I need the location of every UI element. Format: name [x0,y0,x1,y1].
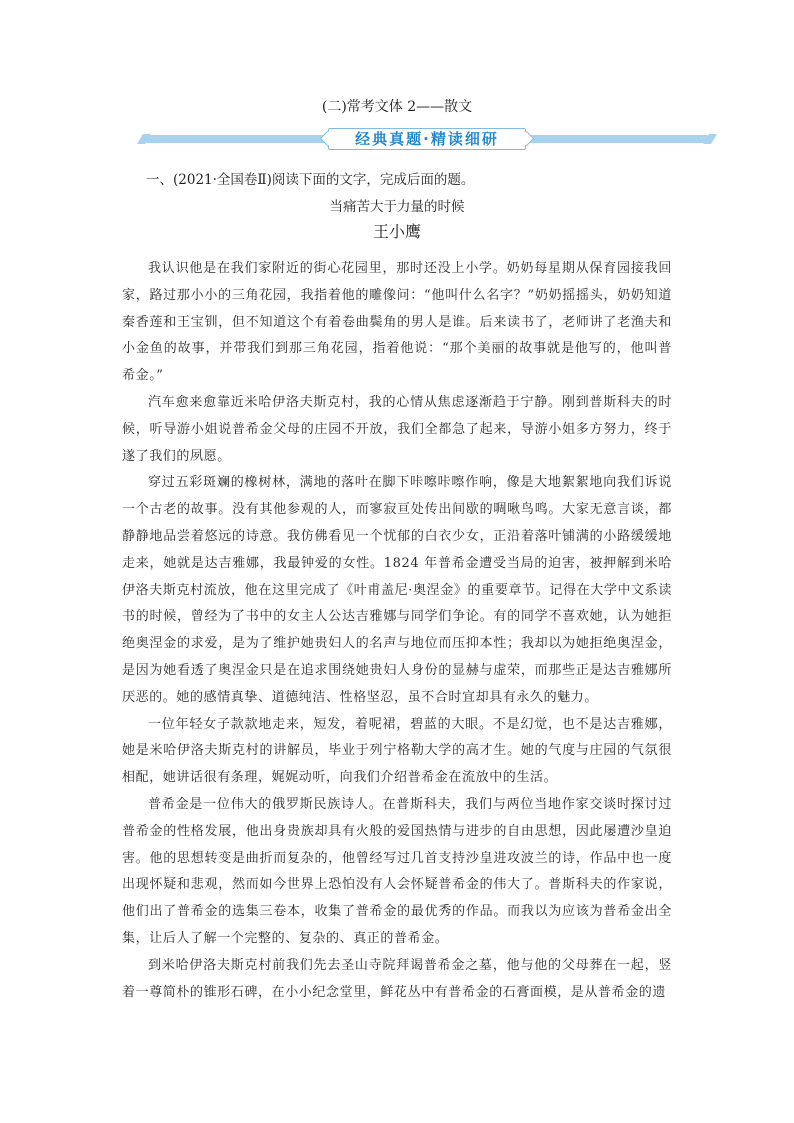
question-prompt: 一、(2021·全国卷Ⅱ)阅读下面的文字，完成后面的题。 [146,172,475,188]
banner-label: 经典真题·精读细研 [355,130,499,148]
paragraph-4: 一位年轻女子款款地走来，短发，着呢裙，碧蓝的大眼。不是幻觉，也不是达吉雅娜，她是米哈伊洛夫斯克村的讲解员，毕业于列宁格勒大学的高才生。她的气度与庄园的气氛很相配，她讲话很有条理，娓娓动听，向我们介绍普希金在流放中的生活。 [122,716,672,786]
paragraph-6: 到米哈伊洛夫斯克村前我们先去圣山寺院拜谒普希金之墓，他与他的父母葬在一起，竖着一尊简朴的锥形石碑，在小小纪念堂里，鲜花丛中有普希金的石膏面模，是从普希金的遗 [122,957,672,1000]
paragraph-1: 我认识他是在我们家附近的街心花园里，那时还没上小学。奶奶每星期从保育园接我回家，路过那小小的三角花园，我指着他的雕像问：“他叫什么名字？”奶奶摇摇头，奶奶知道秦香莲和王宝钏，但不知道这个有着卷曲鬓角的男人是谁。后来读书了，老师讲了老渔夫和小金鱼的故事，并带我们到那三角花园，指着他说：“那个美丽的故事就是他写的，他叫普希金。” [122,261,672,384]
article-author: 王小鹰 [372,222,421,241]
paragraph-3: 穿过五彩斑斓的橡树林，满地的落叶在脚下咔嚓咔嚓作响，像是大地絮絮地向我们诉说一个古老的故事。没有其他参观的人，而寥寂亘处传出间歇的啁啾鸟鸣。大家无意言谈，都静静地品尝着悠远的诗意。我仿佛看见一个忧郁的白衣少女，正沿着落叶铺满的小路缓缓地走来，她就是达吉雅娜，我最钟爱的女性。1824 年普希金遭受当局的迫害，被押解到米哈伊洛夫斯克村流放，他在这里完成了《叶甫盖尼·奥涅金》的重要章节。记得在大学中文系读书的时候，曾经为了书中的女主人公达吉雅娜与同学们争论。有的同学不喜欢她，认为她拒绝奥涅金的求爱，是为了维护她贵妇人的名声与地位而压抑本性；我却以为她拒绝奥涅金，是因为她看透了奥涅金只是在追求围绕她贵妇人身份的显赫与虚荣，而那些正是达吉雅娜所厌恶的。她的感情真挚、道德纯洁、性格坚忍，虽不合时宜却具有永久的魅力。 [122,475,672,705]
article-body [122,256,672,1006]
section-title: (二)常考文体 2——散文 [321,99,473,115]
section-banner [146,128,708,150]
banner-label-box [328,128,526,150]
article-title: 当痛苦大于力量的时候 [329,199,465,215]
paragraph-5: 普希金是一位伟大的俄罗斯民族诗人。在普斯科夫，我们与两位当地作家交谈时探讨过普希金的性格发展，他出身贵族却具有火般的爱国热情与进步的自由思想，因此屡遭沙皇迫害。他的思想转变是曲折而复杂的，他曾经写过几首支持沙皇进攻波兰的诗，作品中也一度出现怀疑和悲观，然而如今世界上恐怕没有人会怀疑普希金的伟大了。普斯科夫的作家说，他们出了普希金的选集三卷本，收集了普希金的最优秀的作品。而我以为应该为普希金出全集，让后人了解一个完整的、复杂的、真正的普希金。 [122,796,672,946]
paragraph-2: 汽车愈来愈靠近米哈伊洛夫斯克村，我的心情从焦虑逐渐趋于宁静。刚到普斯科夫的时候，听导游小姐说普希金父母的庄园不开放，我们全都急了起来，导游小姐多方努力，终于遂了我们的夙愿。 [122,394,672,464]
